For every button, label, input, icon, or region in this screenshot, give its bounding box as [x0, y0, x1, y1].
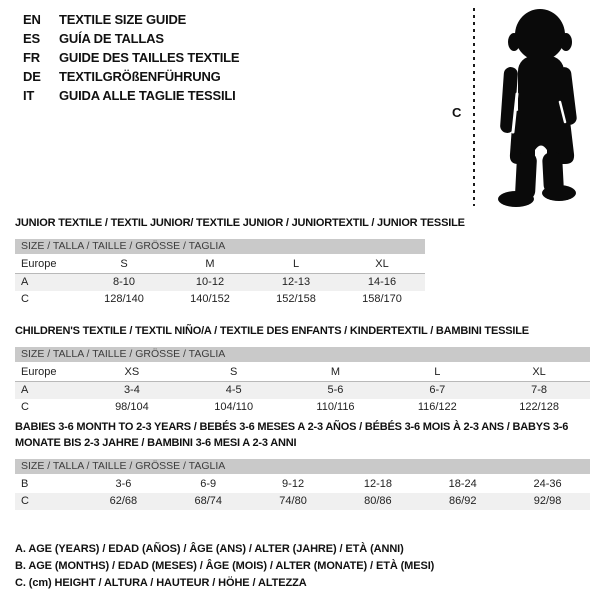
language-label: TEXTILE SIZE GUIDE — [59, 12, 187, 27]
language-row — [23, 86, 239, 105]
row-value: XL — [532, 366, 546, 378]
language-code: DE — [23, 69, 41, 84]
table-row — [15, 493, 590, 510]
row-value: 8-10 — [112, 276, 136, 288]
row-value: 12-13 — [281, 276, 311, 288]
row-value: S — [120, 258, 128, 270]
row-value: 3-4 — [123, 384, 140, 396]
row-label: A — [21, 276, 29, 288]
footnote-list — [15, 541, 434, 592]
table-row — [15, 364, 590, 382]
table-row — [15, 382, 590, 399]
row-value: 104/110 — [214, 401, 254, 413]
size-table-children — [15, 323, 590, 416]
row-label: C — [21, 401, 29, 413]
row-value: 92/98 — [533, 495, 562, 507]
row-value: 18-24 — [448, 478, 477, 490]
row-value: L — [434, 366, 441, 378]
size-note: C. (cm) HEIGHT / ALTURA / HAUTEUR / HÖHE / ALTEZZA — [15, 577, 307, 589]
row-value: 110/116 — [316, 401, 355, 413]
row-value: 6-7 — [429, 384, 446, 396]
row-value: 128/140 — [104, 293, 144, 305]
row-label: B — [21, 478, 29, 490]
row-value: 62/68 — [109, 495, 138, 507]
size-note: B. AGE (MONTHS) / EDAD (MESES) / ÂGE (MOIS) / ALTER (MONATE) / ETÀ (MESI) — [15, 560, 435, 572]
language-row — [23, 29, 239, 48]
row-value: M — [205, 258, 215, 270]
table-row — [15, 274, 425, 291]
row-value: 140/152 — [190, 293, 230, 305]
table-row — [15, 399, 590, 416]
table-row — [15, 256, 425, 274]
row-value: 116/122 — [417, 401, 457, 413]
row-value: 122/128 — [519, 401, 559, 413]
row-value: M — [330, 366, 341, 378]
language-code: ES — [23, 31, 40, 46]
size-table-babies — [15, 419, 590, 510]
row-label: C — [21, 495, 29, 507]
language-label: GUIDE DES TAILLES TEXTILE — [59, 50, 240, 65]
row-label: Europe — [21, 258, 57, 270]
table-size-header: SIZE / TALLA / TAILLE / GRÖSSE / TAGLIA — [15, 239, 425, 254]
language-code: IT — [23, 88, 35, 103]
row-value: L — [292, 258, 300, 270]
row-value: 6-9 — [200, 478, 217, 490]
table-title: JUNIOR TEXTILE / TEXTIL JUNIOR/ TEXTILE JUNIOR / JUNIORTEXTIL / JUNIOR TESSILE — [15, 217, 465, 229]
row-label: C — [21, 293, 29, 305]
table-row — [15, 476, 590, 493]
row-value: 152/158 — [276, 293, 316, 305]
height-measure-line — [473, 8, 475, 206]
row-label: A — [21, 384, 29, 396]
baby-silhouette-icon — [487, 6, 589, 210]
table-size-header: SIZE / TALLA / TAILLE / GRÖSSE / TAGLIA — [15, 459, 590, 474]
language-code: EN — [23, 12, 41, 27]
row-value: 9-12 — [282, 478, 305, 490]
table-title: BABIES 3-6 MONTH TO 2-3 YEARS / BEBÉS 3-6 MESES A 2-3 AÑOS / BÉBÉS 3-6 MOIS À 2-3 ANS / BABYS 3-6 MONATE BIS 2-3 JAHRE / BAMBINI 3-6 MESI A 2-3 ANNI — [15, 421, 569, 449]
row-value: XS — [124, 366, 140, 378]
row-value: 98/104 — [115, 401, 149, 413]
language-label: GUIDA ALLE TAGLIE TESSILI — [59, 88, 236, 103]
table-title: CHILDREN'S TEXTILE / TEXTIL NIÑO/A / TEXTILE DES ENFANTS / KINDERTEXTIL / BAMBINI TESSILE — [15, 325, 529, 337]
size-table-junior — [15, 215, 465, 308]
height-label-c: C — [452, 105, 462, 120]
table-size-header: SIZE / TALLA / TAILLE / GRÖSSE / TAGLIA — [15, 347, 590, 362]
language-code: FR — [23, 50, 40, 65]
row-value: 158/170 — [362, 293, 402, 305]
row-value: 5-6 — [327, 384, 344, 396]
language-row — [23, 10, 239, 29]
row-value: 86/92 — [448, 495, 477, 507]
language-row — [23, 67, 239, 86]
row-value: 12-18 — [363, 478, 392, 490]
row-value: 80/86 — [364, 495, 392, 507]
row-value: XL — [375, 258, 389, 270]
table-row — [15, 291, 425, 308]
language-label: TEXTILGRÖßENFÜHRUNG — [59, 69, 221, 84]
row-value: 10-12 — [195, 276, 225, 288]
language-row — [23, 48, 239, 67]
size-note: A. AGE (YEARS) / EDAD (AÑOS) / ÂGE (ANS) / ALTER (JAHRE) / ETÀ (ANNI) — [15, 543, 404, 555]
row-value: 7-8 — [531, 384, 548, 396]
row-value: 3-6 — [115, 478, 132, 490]
language-list — [23, 10, 239, 105]
row-value: 68/74 — [194, 495, 222, 507]
row-value: 14-16 — [367, 276, 397, 288]
language-label: GUÍA DE TALLAS — [59, 31, 164, 46]
row-value: 4-5 — [225, 384, 242, 396]
row-value: S — [230, 366, 238, 378]
row-label: Europe — [21, 366, 57, 378]
row-value: 74/80 — [279, 495, 307, 507]
row-value: 24-36 — [533, 478, 562, 490]
